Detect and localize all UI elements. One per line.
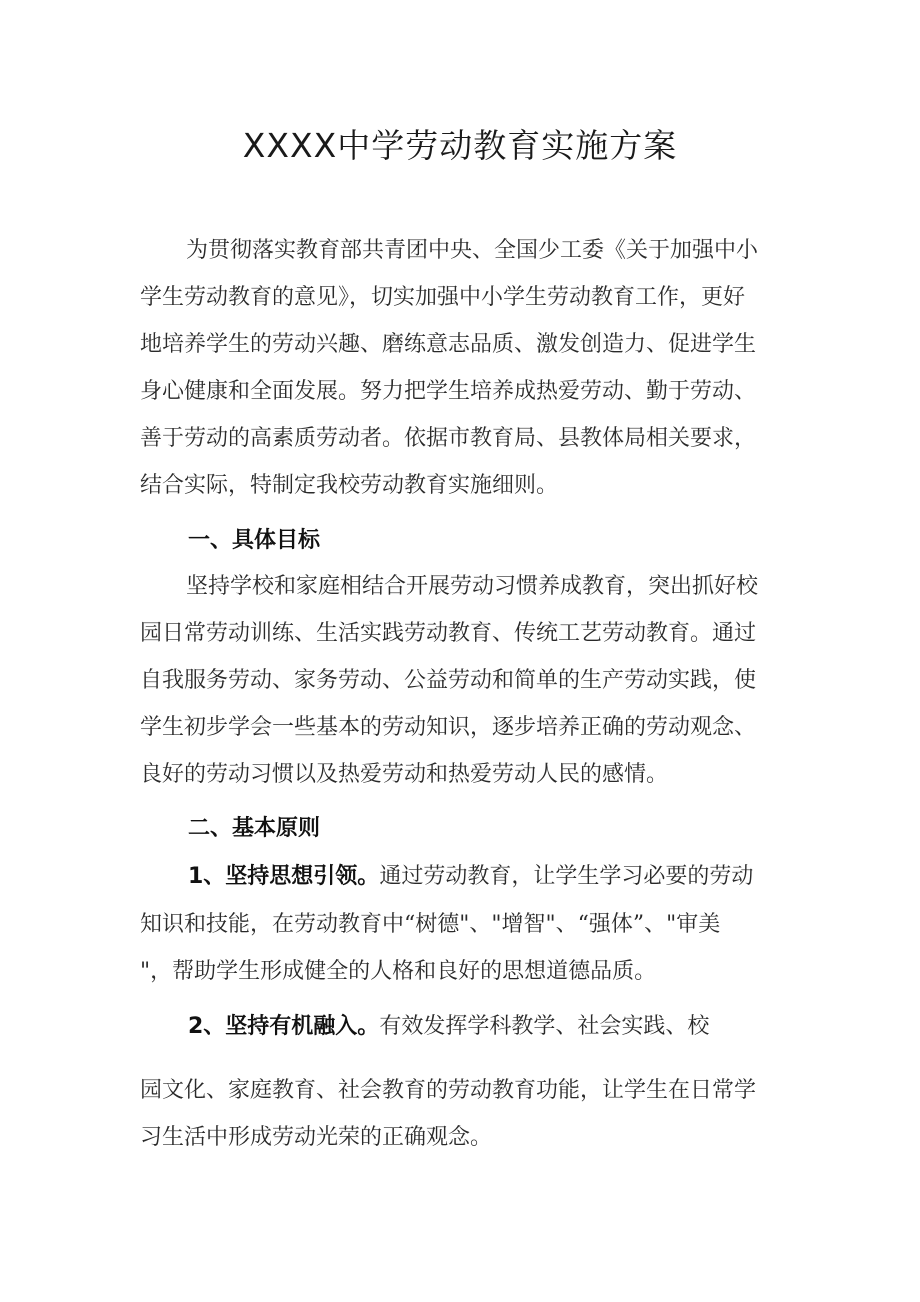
intro-line: 结合实际，特制定我校劳动教育实施细则。 bbox=[140, 473, 559, 498]
principle-1-line: 知识和技能，在劳动教育中“树德"、"增智"、“强体”、"审美 bbox=[140, 912, 721, 937]
section1-line: 坚持学校和家庭相结合开展劳动习惯养成教育，突出抓好校 bbox=[186, 574, 759, 599]
section1-line: 学生初步学会一些基本的劳动知识，逐步培养正确的劳动观念、 bbox=[140, 715, 757, 740]
principle-1-first-line bbox=[188, 862, 753, 892]
section-heading: 一、具体目标 bbox=[188, 528, 321, 553]
principle-2-first-line bbox=[188, 1012, 709, 1042]
document-body bbox=[140, 236, 786, 1196]
section-heading: 二、基本原则 bbox=[188, 816, 321, 841]
principle-1-lead: 1、坚持思想引领。 bbox=[188, 864, 380, 889]
intro-line: 身心健康和全面发展。努力把学生培养成热爱劳动、勤于劳动、 bbox=[140, 379, 757, 404]
section1-line: 园日常劳动训练、生活实践劳动教育、传统工艺劳动教育。通过 bbox=[140, 621, 757, 646]
intro-line: 善于劳动的高素质劳动者。依据市教育局、县教体局相关要求， bbox=[140, 426, 757, 451]
intro-line: 地培养学生的劳动兴趣、磨练意志品质、激发创造力、促进学生 bbox=[140, 332, 757, 357]
principle-2-text: 有效发挥学科教学、社会实践、校 bbox=[379, 1014, 710, 1039]
section1-line: 良好的劳动习惯以及热爱劳动和热爱劳动人民的感情。 bbox=[140, 762, 669, 787]
intro-line: 学生劳动教育的意见》，切实加强中小学生劳动教育工作，更好 bbox=[140, 285, 746, 310]
document-title: XXXX中学劳动教育实施方案 bbox=[242, 126, 678, 165]
section1-line: 自我服务劳动、家务劳动、公益劳动和简单的生产劳动实践，使 bbox=[140, 668, 757, 693]
principle-2-line: 习生活中形成劳动光荣的正确观念。 bbox=[140, 1125, 493, 1150]
principle-1-text: 通过劳动教育，让学生学习必要的劳动 bbox=[379, 864, 754, 889]
principle-1-line: "，帮助学生形成健全的人格和良好的思想道德品质。 bbox=[140, 959, 657, 984]
principle-2-line: 园文化、家庭教育、社会教育的劳动教育功能，让学生在日常学 bbox=[140, 1078, 757, 1103]
principle-2-lead: 2、坚持有机融入。 bbox=[188, 1014, 380, 1039]
intro-line: 为贯彻落实教育部共青团中央、全国少工委《关于加强中小 bbox=[186, 238, 759, 263]
